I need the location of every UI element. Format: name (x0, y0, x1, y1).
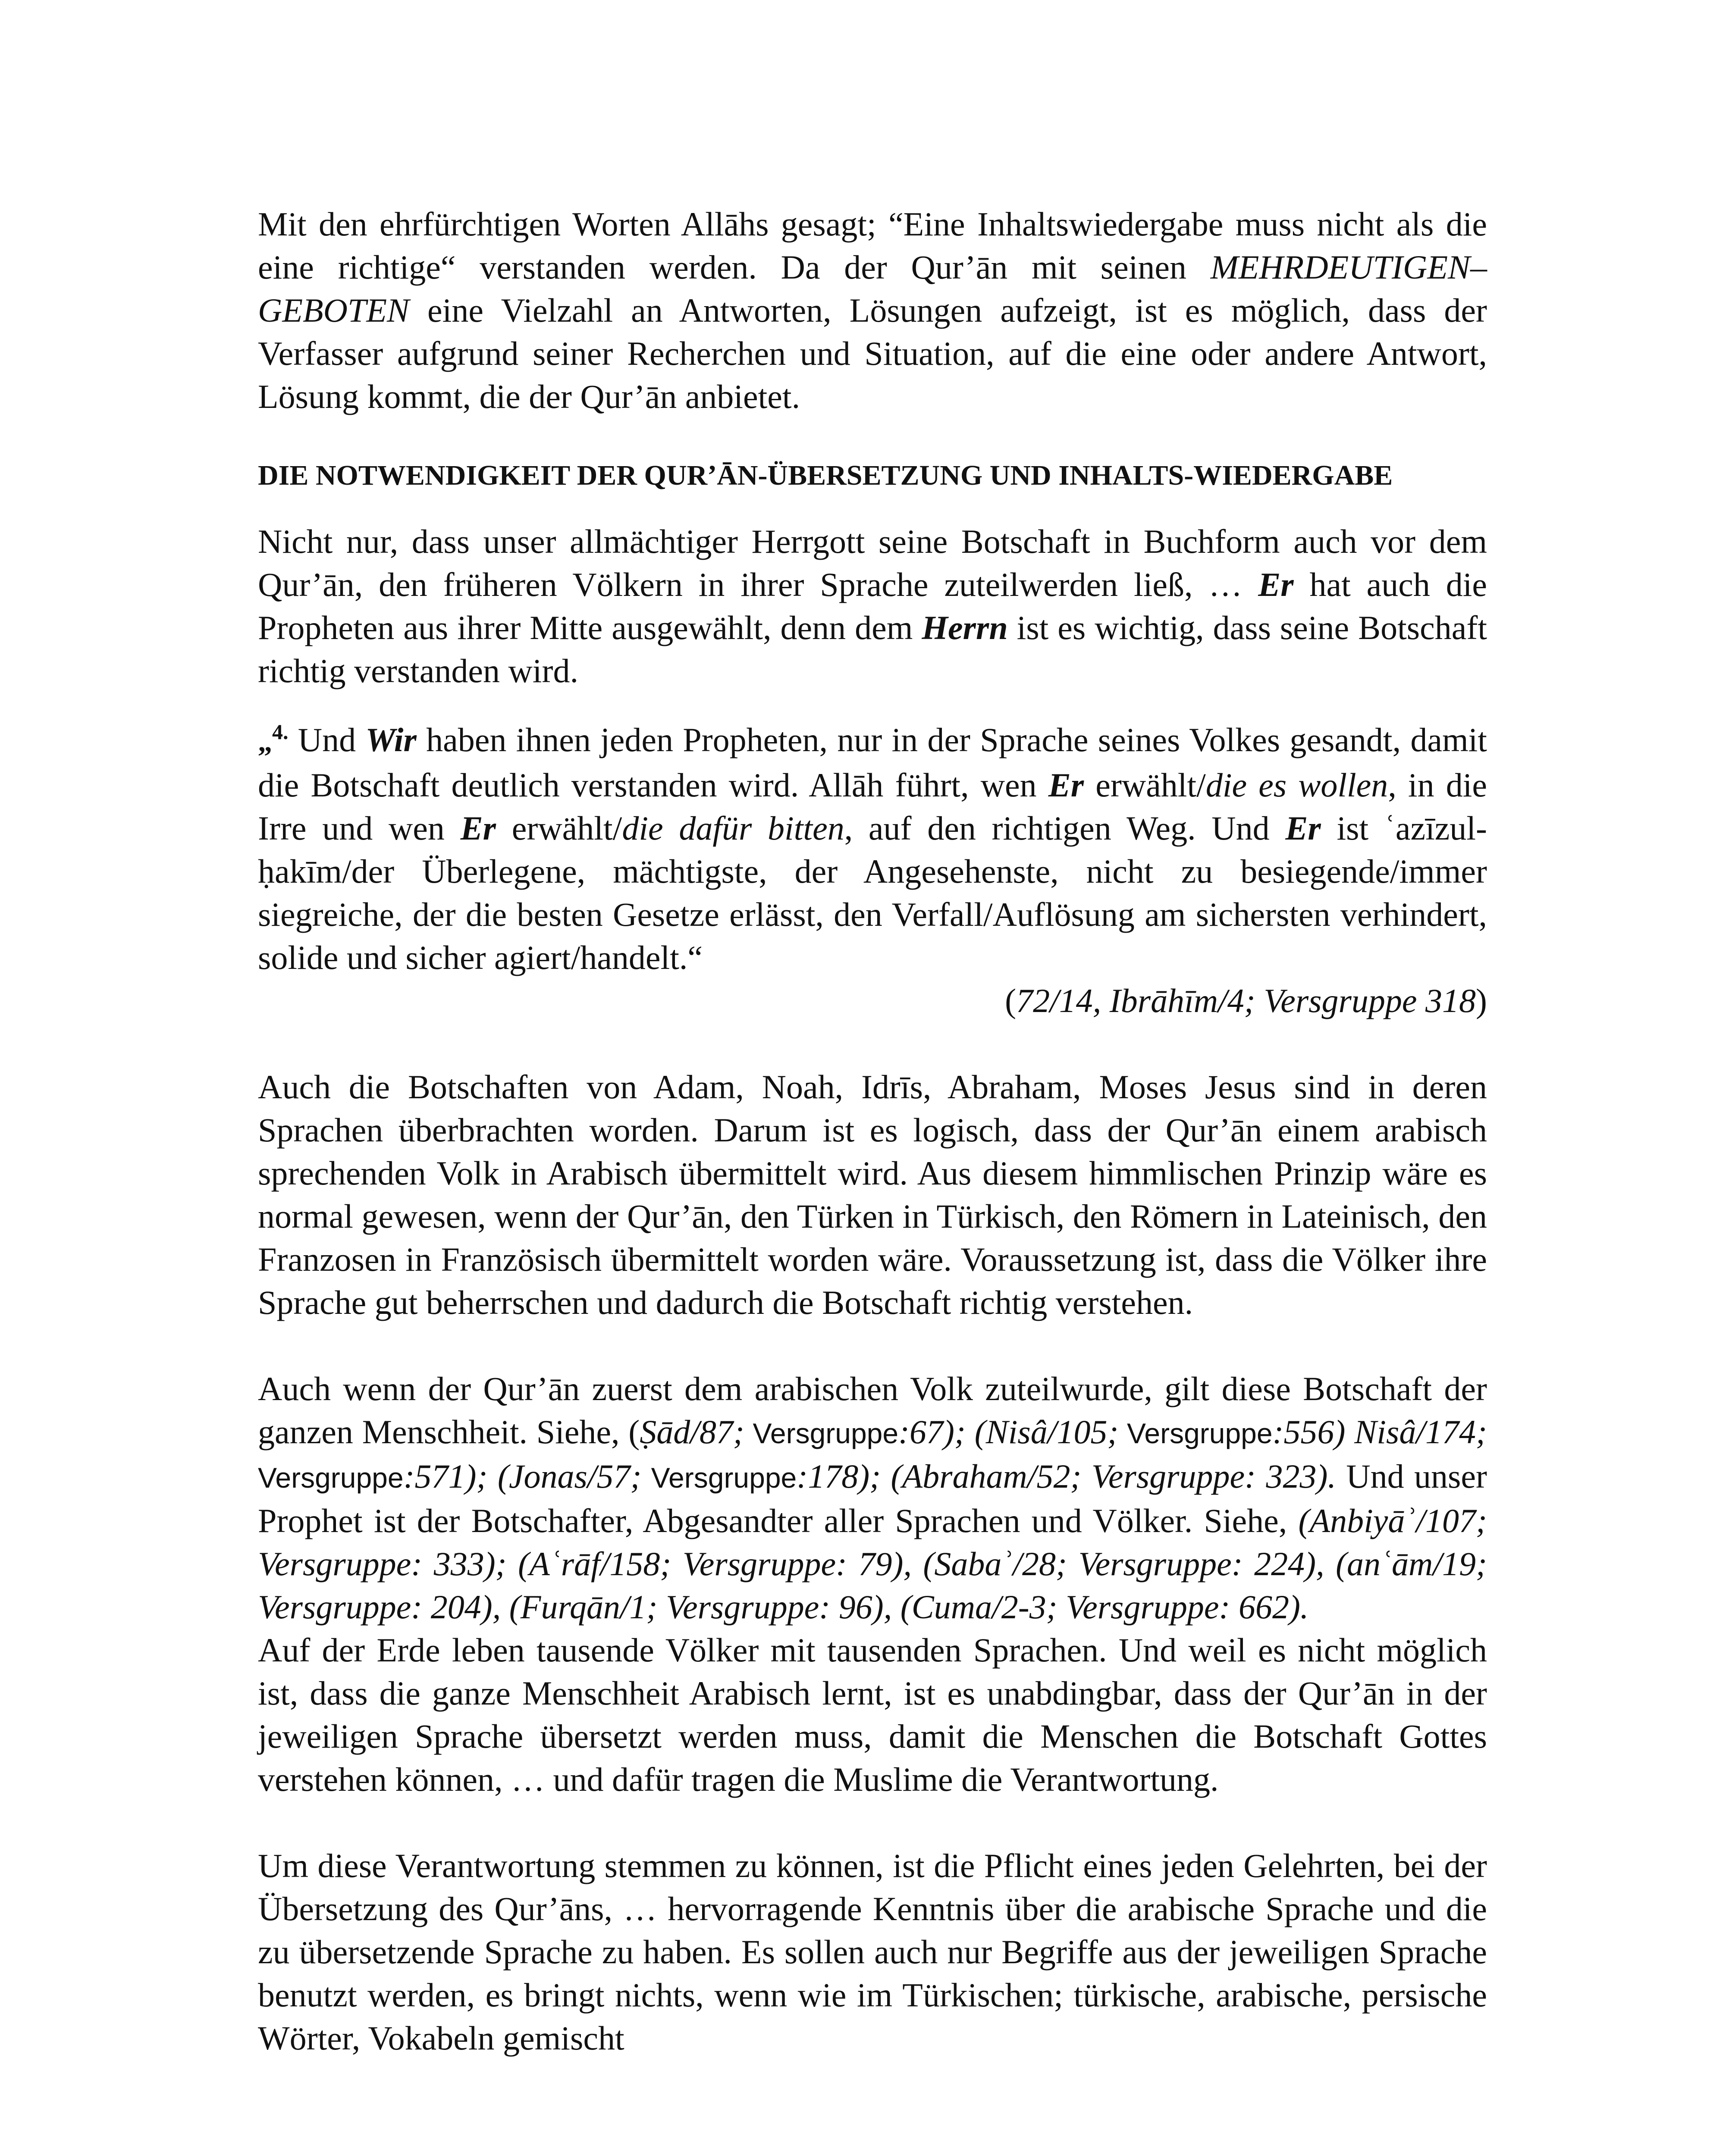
italic-span: Ṣād/87; (640, 1413, 744, 1451)
paren: ) (1476, 982, 1487, 1019)
emphasis-er: Er (1048, 766, 1084, 804)
paragraph-herrgott (258, 520, 1487, 693)
versgruppe-label: Versgruppe (641, 1462, 797, 1494)
section-heading: DIE NOTWENDIGKEIT DER QUR’ĀN-ÜBERSETZUNG UND INHALTS-WIEDERGABE (258, 460, 1393, 491)
text-span: erwählt/ (496, 809, 622, 847)
intro-text: Mit den ehrfürchtigen Worten Allāhs gesagt; “Eine Inhaltswiedergabe muss nicht als die eine richtige“ verstanden werden. Da der Qur’ān mit seinen (258, 205, 1487, 286)
paragraph-verantwortung: Um diese Verantwortung stemmen zu können, ist die Pflicht eines jeden Gelehrten, bei der Übersetzung des Qur’āns, … hervorragende Kenntnis über die arabische Sprache und die zu übersetzende Sprache zu haben. Es sollen auch nur Begriffe aus der jeweiligen Sprache benutzt werden, es bringt nichts, wenn wie im Türkischen; türkische, arabische, persische Wörter, Vokabeln gemischt (258, 1847, 1487, 2057)
verse-number: 4. (272, 720, 289, 744)
text-span: hat auch die Propheten aus ihrer Mitte ausgewählt, denn dem (258, 566, 1487, 646)
text-span: Und unser Prophet ist der Botschafter, Abgesandter aller Sprachen und Völker. Siehe, (258, 1457, 1487, 1539)
quote-reference (258, 979, 1487, 1022)
paren: ( (1005, 982, 1017, 1019)
italic-span: :556) Nisâ/174; (1272, 1413, 1487, 1451)
text-span: erwählt/ (1084, 766, 1206, 804)
text-span: Auch wenn der Qur’ān zuerst dem arabischen Volk zuteilwurde, gilt diese Botschaft der ganzen Menschheit. Siehe, ( (258, 1370, 1487, 1451)
reference-text: 72/14, Ibrāhīm/4; Versgruppe 318 (1016, 982, 1476, 1019)
text-span: haben ihnen jeden Propheten, nur in der Sprache seines Volkes gesandt, damit die Botschaft deutlich verstanden wird. Allāh führt, wen (258, 721, 1487, 804)
emphasis-wir: Wir (365, 721, 417, 758)
text-span: Und (288, 721, 366, 758)
paragraph-botschaften: Auch die Botschaften von Adam, Noah, Idrīs, Abraham, Moses Jesus sind in deren Sprachen überbrachten worden. Darum ist es logisch, dass der Qur’ān einem arabisch sprechenden Volk in Arabisch übermittelt wird. Aus diesem himmlischen Prinzip wäre es normal gewesen, wenn der Qur’ān, den Türken in Türkisch, den Römern in Lateinisch, den Franzosen in Französisch übermittelt worden wäre. Voraussetzung ist, dass die Völker ihre Sprache gut beherrschen und dadurch die Botschaft richtig verstehen. (258, 1068, 1487, 1321)
intro-emphasis: MEHRDEUTIGEN– GEBOTEN (258, 248, 1487, 329)
italic-span: die dafür bitten (622, 809, 844, 847)
paragraph-voelker: Auf der Erde leben tausende Völker mit tausenden Sprachen. Und weil es nicht möglich ist, dass die ganze Menschheit Arabisch lernt, ist es unabdingbar, dass der Qur’ān in der jeweiligen Sprache übersetzt werden muss, damit die Menschen die Botschaft Gottes verstehen können, … und dafür tragen die Muslime die Verantwortung. (258, 1631, 1487, 1798)
italic-span: (Anbiyāʾ/107; Versgruppe: 333); (Aʿrāf/158; Versgruppe: 79), (Sabaʾ/28; Versgruppe: 224), (anʿām/19; Versgruppe: 204), (Furqān/1; Versgruppe: 96), (Cuma/2-3; Versgruppe: 662). (258, 1502, 1487, 1626)
text-span: , auf den richtigen Weg. Und (844, 809, 1286, 847)
versgruppe-label: Versgruppe (258, 1462, 404, 1494)
text-span: ist es wichtig, dass seine Botschaft richtig verstanden wird. (258, 609, 1487, 689)
emphasis-er: Er (1258, 566, 1294, 603)
document-page (258, 203, 1487, 2060)
emphasis-er: Er (460, 809, 496, 847)
opening-quote: „ (258, 726, 272, 758)
text-span: Nicht nur, dass unser allmächtiger Herrgott seine Botschaft in Buchform auch vor dem Qur’ān, den früheren Völkern in ihrer Sprache zuteilwerden ließ, … (258, 523, 1487, 603)
intro-text-rest: eine Vielzahl an Antworten, Lösungen aufzeigt, ist es möglich, dass der Verfasser aufgrund seiner Recherchen und Situation, auf die eine oder andere Antwort, Lösung kommt, die der Qur’ān anbietet. (258, 291, 1487, 415)
italic-span: :67); (Nisâ/105; (898, 1413, 1119, 1451)
versgruppe-label: Versgruppe (1118, 1417, 1273, 1449)
versgruppe-label: Versgruppe (744, 1417, 899, 1449)
quran-quote (258, 718, 1487, 979)
intro-paragraph (258, 203, 1487, 418)
text-span: , in die Irre und wen (258, 766, 1487, 847)
emphasis-herrn: Herrn (922, 609, 1008, 646)
text-span: ist ʿazīzul-ḥakīm/der Überlegene, mächtigste, der Angesehenste, nicht zu besiegende/immer siegreiche, der die besten Gesetze erlässt, den Verfall/Auflösung am sichersten verhindert, solide und sicher agiert/handelt.“ (258, 809, 1487, 976)
italic-span: die es wollen (1205, 766, 1388, 804)
paragraph-menschheit (258, 1367, 1487, 1629)
emphasis-er: Er (1285, 809, 1321, 847)
italic-span: :571); (Jonas/57; (403, 1457, 642, 1495)
italic-span: :178); (Abraham/52; Versgruppe: 323). (797, 1457, 1336, 1495)
